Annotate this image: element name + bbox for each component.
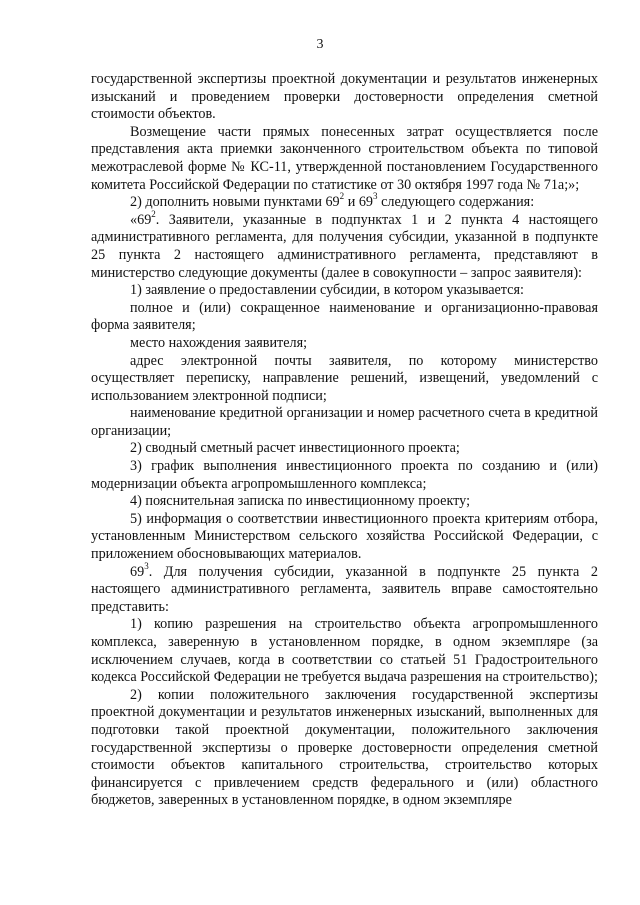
paragraph: Возмещение части прямых понесенных затрат осуществляется после представления акта приемки законченного строительством объекта по типовой межотраслевой форме № КС-11, утвержденной постановлением Государственного комитета Российской Федерации по статистике от 30 октября 1997 года № 71а;»; [91, 123, 598, 193]
paragraph: наименование кредитной организации и номер расчетного счета в кредитной организации; [91, 405, 598, 439]
superscript: 2 [339, 191, 345, 202]
paragraph [91, 560, 598, 617]
paragraph-text: . Для получения субсидии, указанной в подпункте 25 пункта 2 настоящего административного регламента, заявитель вправе самостоятельно представить: [91, 563, 598, 615]
paragraph-text: 2) дополнить новыми пунктами 69 [130, 194, 340, 211]
superscript: 3 [144, 560, 149, 571]
paragraph-text: . Заявители, указанные в подпунктах 1 и 2 пункта 4 настоящего административного регламента, для получения субсидии, указанной в подпункте 25 пункта 2 настоящего административного регламента, представляют в министерство следующие документы (далее в совокупности – запрос заявителя): [91, 211, 598, 281]
paragraph: 2) копии положительного заключения государственной экспертизы проектной документации и результатов инженерных изысканий, выполненных для подготовки такой проектной документации, положительного заключения государственной экспертизы о проверке достоверности определения сметной стоимости объектов капитального строительства, строительство которых финансируется с привлечением средств федерального и (или) областного бюджетов, заверенных в установленном порядке, в одном экземпляре [91, 686, 598, 809]
document-body [91, 71, 598, 810]
paragraph-text: «69 [130, 211, 152, 228]
paragraph: 1) копию разрешения на строительство объекта агропромышленного комплекса, заверенную в установленном порядке, в одном экземпляре (за исключением случаев, когда в соответствии со статьей 51 Градостроительного кодекса Российской Федерации не требуется выдача разрешения на строительство); [91, 616, 598, 686]
paragraph: адрес электронной почты заявителя, по которому министерство осуществляет переписку, направление решений, извещений, уведомлений с использованием электронной подписи; [91, 352, 598, 404]
paragraph: 4) пояснительная записка по инвестиционному проекту; [130, 493, 471, 510]
paragraph [91, 191, 598, 212]
paragraph: 1) заявление о предоставлении субсидии, в котором указывается: [130, 282, 524, 299]
paragraph: 5) информация о соответствии инвестиционного проекта критериям отбора, установленным Министерством сельского хозяйства Российской Федерации, с приложением обосновывающих материалов. [91, 510, 598, 563]
paragraph-text: 69 [130, 563, 145, 580]
paragraph: место нахождения заявителя; [130, 334, 308, 351]
paragraph-text: и 69 [344, 194, 374, 211]
superscript: 2 [151, 209, 156, 220]
superscript: 3 [373, 191, 378, 202]
paragraph: 2) сводный сметный расчет инвестиционного проекта; [130, 440, 460, 457]
paragraph [91, 209, 598, 282]
paragraph: 3) график выполнения инвестиционного проекта по созданию и (или) модернизации объекта агропромышленного комплекса; [91, 458, 598, 492]
paragraph: полное и (или) сокращенное наименование и организационно-правовая форма заявителя; [91, 299, 598, 334]
page-number: 3 [316, 37, 324, 52]
paragraph-text: следующего содержания: [377, 194, 535, 211]
paragraph: государственной экспертизы проектной документации и результатов инженерных изысканий и проведением проверки достоверности определения сметной стоимости объектов. [91, 71, 598, 123]
